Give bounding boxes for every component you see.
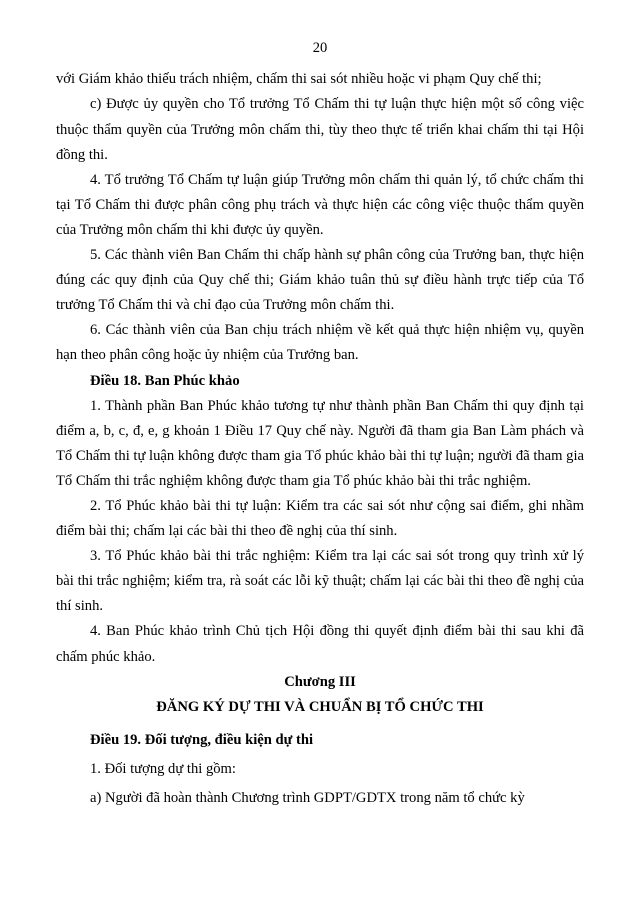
paragraph: với Giám khảo thiếu trách nhiệm, chấm thi sai sót nhiều hoặc vi phạm Quy chế thi; [56,71,542,88]
paragraph: 4. Tổ trưởng Tổ Chấm tự luận giúp Trưởng môn chấm thi quản lý, tổ chức chấm thi tại Tổ Chấm thi được phân công phụ trách và thực hiện các công việc thuộc thẩm quyền của Trưởng môn chấm thi khi được ủy quyền. [56,171,584,238]
page-body [56,67,584,811]
paragraph: 1. Thành phần Ban Phúc khảo tương tự như thành phần Ban Chấm thi quy định tại điểm a, b, c, đ, e, g khoản 1 Điều 17 Quy chế này. Người đã tham gia Ban Làm phách và Tổ Chấm thi tự luận không được tham gia Tổ phúc khảo bài thi tự luận; người đã tham gia Tổ Chấm thi trắc nghiệm không được tham gia Tổ phúc khảo bài thi trắc nghiệm. [56,397,584,489]
chapter-label: Chương III [284,673,356,690]
paragraph: a) Người đã hoàn thành Chương trình GDPT/GDTX trong năm tổ chức kỳ [90,790,525,807]
paragraph: 3. Tổ Phúc khảo bài thi trắc nghiệm: Kiểm tra lại các sai sót trong quy trình xử lý bài thi trắc nghiệm; kiểm tra, rà soát các lỗi kỹ thuật; chấm lại các bài thi theo đề nghị của thí sinh. [56,548,584,615]
page-number: 20 [312,40,328,56]
paragraph: 2. Tổ Phúc khảo bài thi tự luận: Kiểm tra các sai sót như cộng sai điểm, ghi nhầm điểm bài thi; chấm lại các bài thi theo đề nghị của thí sinh. [56,497,584,540]
paragraph: 1. Đối tượng dự thi gồm: [90,760,236,777]
section-heading-dieu-19: Điều 19. Đối tượng, điều kiện dự thi [90,731,314,748]
paragraph: c) Được ủy quyền cho Tổ trưởng Tổ Chấm thi tự luận thực hiện một số công việc thuộc thẩm quyền của Trưởng môn chấm thi, tùy theo thực tế triển khai chấm thi tại Hội đồng thi. [56,96,584,163]
chapter-title: ĐĂNG KÝ DỰ THI VÀ CHUẨN BỊ TỔ CHỨC THI [156,698,484,715]
paragraph: 5. Các thành viên Ban Chấm thi chấp hành sự phân công của Trưởng ban, thực hiện đúng các quy định của Quy chế thi; Giám khảo tuân thủ sự điều hành trực tiếp của Tổ trưởng Tổ Chấm thi và chỉ đạo của Trưởng môn chấm thi. [56,247,584,314]
section-heading-dieu-18: Điều 18. Ban Phúc khảo [90,372,240,389]
spacer [56,720,584,728]
paragraph: 6. Các thành viên của Ban chịu trách nhiệm về kết quả thực hiện nhiệm vụ, quyền hạn theo phân công hoặc ủy nhiệm của Trưởng ban. [56,322,584,364]
paragraph: 4. Ban Phúc khảo trình Chủ tịch Hội đồng thi quyết định điểm bài thi sau khi đã chấm phúc khảo. [56,623,584,665]
